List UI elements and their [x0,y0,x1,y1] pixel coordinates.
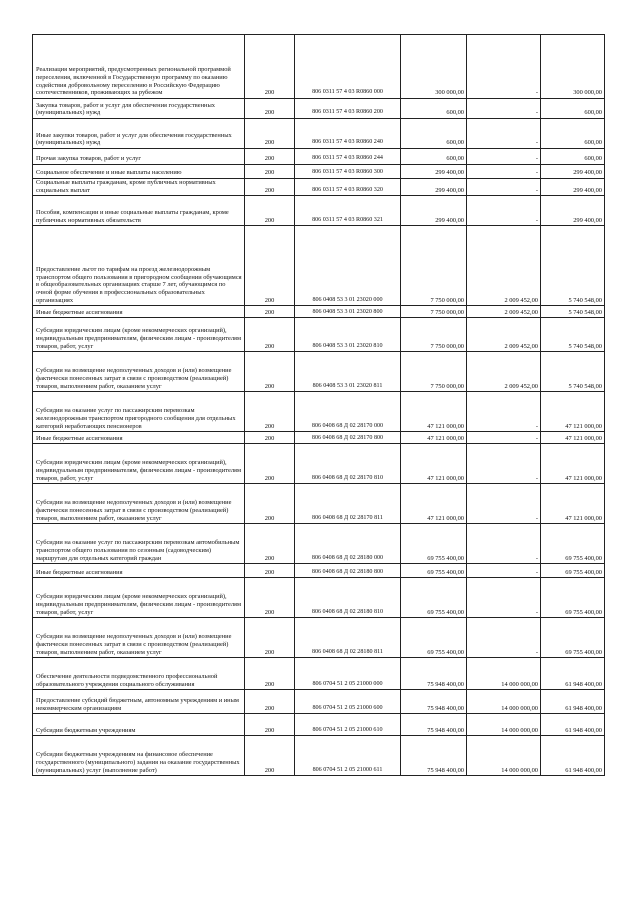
table-row [33,392,605,432]
table-row [33,736,605,776]
row-remaining-amount: 61 948 400,00 [541,736,605,776]
row-budget-code: 806 0408 68 Д 02 28180 811 [295,618,401,658]
row-approved-amount: 69 755 400,00 [401,618,467,658]
row-budget-code: 806 0408 68 Д 02 28170 800 [295,432,401,444]
row-line-code: 200 [245,484,295,524]
row-approved-amount: 75 948 400,00 [401,658,467,690]
table-row [33,165,605,179]
row-approved-amount: 75 948 400,00 [401,736,467,776]
budget-table-body [33,35,605,776]
table-row [33,35,605,99]
budget-execution-page [32,34,604,776]
row-remaining-amount: 600,00 [541,119,605,149]
row-remaining-amount: 47 121 000,00 [541,392,605,432]
row-budget-code: 806 0311 57 4 03 R0860 240 [295,119,401,149]
row-approved-amount: 75 948 400,00 [401,690,467,714]
row-name: Социальное обеспечение и иные выплаты населению [33,165,245,179]
row-name: Субсидии на возмещение недополученных доходов и (или) возмещение фактически понесенных затрат в связи с производством (реализацией) товаров, выполнением работ, оказанием услуг [33,484,245,524]
row-name: Иные бюджетные ассигнования [33,432,245,444]
row-approved-amount: 75 948 400,00 [401,714,467,736]
row-approved-amount: 69 755 400,00 [401,524,467,564]
row-name: Субсидии на оказание услуг по пассажирским перевозкам железнодорожным транспортом пригородного сообщения для отдельных категорий неработающих пенсионеров [33,392,245,432]
row-executed-amount: - [467,564,541,578]
table-row [33,179,605,196]
row-name: Иные бюджетные ассигнования [33,564,245,578]
table-row [33,484,605,524]
row-line-code: 200 [245,444,295,484]
row-approved-amount: 300 000,00 [401,35,467,99]
row-line-code: 200 [245,352,295,392]
row-name: Субсидии юридическим лицам (кроме некоммерческих организаций), индивидуальным предпринимателям, физическим лицам - производителям товаров, работ, услуг [33,444,245,484]
row-remaining-amount: 61 948 400,00 [541,714,605,736]
row-budget-code: 806 0704 51 2 05 21000 600 [295,690,401,714]
table-row [33,432,605,444]
row-remaining-amount: 300 000,00 [541,35,605,99]
row-name: Иные бюджетные ассигнования [33,306,245,318]
row-executed-amount: - [467,484,541,524]
row-line-code: 200 [245,196,295,226]
row-budget-code: 806 0704 51 2 05 21000 610 [295,714,401,736]
row-line-code: 200 [245,736,295,776]
row-budget-code: 806 0704 51 2 05 21000 611 [295,736,401,776]
row-remaining-amount: 299 400,00 [541,196,605,226]
row-budget-code: 806 0408 53 3 01 23020 800 [295,306,401,318]
row-remaining-amount: 47 121 000,00 [541,444,605,484]
row-line-code: 200 [245,690,295,714]
row-name: Субсидии юридическим лицам (кроме некоммерческих организаций), индивидуальным предпринимателям, физическим лицам - производителям товаров, работ, услуг [33,578,245,618]
row-approved-amount: 69 755 400,00 [401,564,467,578]
row-name: Реализация мероприятий, предусмотренных региональной программой переселения, включенной в Государственную программу по оказанию содействия добровольному переселению в Российскую Федерацию соотечественников, проживающих за рубежом [33,35,245,99]
row-remaining-amount: 69 755 400,00 [541,564,605,578]
row-approved-amount: 7 750 000,00 [401,352,467,392]
row-line-code: 200 [245,524,295,564]
row-remaining-amount: 69 755 400,00 [541,618,605,658]
row-approved-amount: 7 750 000,00 [401,318,467,352]
row-name: Субсидии на оказание услуг по пассажирским перевозкам автомобильным транспортом общего пользования по сезонным (садоводческим) маршрутам для отдельных категорий граждан [33,524,245,564]
row-approved-amount: 47 121 000,00 [401,432,467,444]
row-remaining-amount: 47 121 000,00 [541,432,605,444]
row-line-code: 200 [245,564,295,578]
row-line-code: 200 [245,714,295,736]
row-executed-amount: 2 009 452,00 [467,226,541,306]
row-name: Прочая закупка товаров, работ и услуг [33,149,245,165]
row-budget-code: 806 0408 68 Д 02 28180 000 [295,524,401,564]
table-row [33,149,605,165]
row-executed-amount: - [467,165,541,179]
row-executed-amount: - [467,99,541,119]
row-executed-amount: - [467,119,541,149]
row-approved-amount: 47 121 000,00 [401,392,467,432]
row-approved-amount: 47 121 000,00 [401,484,467,524]
row-remaining-amount: 61 948 400,00 [541,690,605,714]
row-approved-amount: 299 400,00 [401,179,467,196]
table-row [33,196,605,226]
table-row [33,658,605,690]
row-line-code: 200 [245,149,295,165]
table-row [33,690,605,714]
row-line-code: 200 [245,226,295,306]
row-budget-code: 806 0311 57 4 03 R0860 244 [295,149,401,165]
table-row [33,578,605,618]
row-remaining-amount: 69 755 400,00 [541,578,605,618]
row-budget-code: 806 0408 68 Д 02 28170 811 [295,484,401,524]
row-line-code: 200 [245,578,295,618]
row-budget-code: 806 0311 57 4 03 R0860 300 [295,165,401,179]
row-line-code: 200 [245,179,295,196]
row-name: Закупка товаров, работ и услуг для обеспечения государственных (муниципальных) нужд [33,99,245,119]
row-executed-amount: - [467,196,541,226]
row-executed-amount: - [467,432,541,444]
table-row [33,352,605,392]
row-executed-amount: - [467,444,541,484]
row-line-code: 200 [245,306,295,318]
row-name: Субсидии на возмещение недополученных доходов и (или) возмещение фактически понесенных затрат в связи с производством (реализацией) товаров, выполнением работ, оказанием услуг [33,618,245,658]
table-row [33,306,605,318]
row-name: Предоставление субсидий бюджетным, автономным учреждениям и иным некоммерческим организациям [33,690,245,714]
row-executed-amount: 14 000 000,00 [467,714,541,736]
row-remaining-amount: 69 755 400,00 [541,524,605,564]
table-row [33,226,605,306]
row-line-code: 200 [245,165,295,179]
table-row [33,714,605,736]
row-budget-code: 806 0311 57 4 03 R0860 321 [295,196,401,226]
row-remaining-amount: 600,00 [541,149,605,165]
row-name: Субсидии на возмещение недополученных доходов и (или) возмещение фактически понесенных затрат в связи с производством (реализацией) товаров, выполнением работ, оказанием услуг [33,352,245,392]
row-name: Предоставление льгот по тарифам на проезд железнодорожным транспортом общего пользования в пригородном сообщении обучающимся в общеобразовательных организациях старше 7 лет, обучающимся по очной форме обучения в профессиональных образовательных организациях [33,226,245,306]
row-remaining-amount: 5 740 548,00 [541,306,605,318]
row-remaining-amount: 61 948 400,00 [541,658,605,690]
row-remaining-amount: 299 400,00 [541,165,605,179]
row-budget-code: 806 0408 53 3 01 23020 000 [295,226,401,306]
row-remaining-amount: 5 740 548,00 [541,318,605,352]
row-approved-amount: 47 121 000,00 [401,444,467,484]
row-approved-amount: 600,00 [401,99,467,119]
row-budget-code: 806 0408 53 3 01 23020 811 [295,352,401,392]
row-executed-amount: - [467,179,541,196]
row-budget-code: 806 0408 68 Д 02 28180 800 [295,564,401,578]
row-approved-amount: 600,00 [401,149,467,165]
row-approved-amount: 299 400,00 [401,196,467,226]
row-name: Субсидии бюджетным учреждениям на финансовое обеспечение государственного (муниципального) задания на оказание государственных (муниципальных) услуг (выполнение работ) [33,736,245,776]
row-approved-amount: 600,00 [401,119,467,149]
row-name: Субсидии юридическим лицам (кроме некоммерческих организаций), индивидуальным предпринимателям, физическим лицам - производителям товаров, работ, услуг [33,318,245,352]
row-budget-code: 806 0408 68 Д 02 28170 810 [295,444,401,484]
row-executed-amount: 14 000 000,00 [467,736,541,776]
row-line-code: 200 [245,35,295,99]
row-line-code: 200 [245,618,295,658]
table-row [33,99,605,119]
row-remaining-amount: 299 400,00 [541,179,605,196]
row-executed-amount: - [467,149,541,165]
row-executed-amount: - [467,35,541,99]
row-executed-amount: - [467,578,541,618]
row-executed-amount: 14 000 000,00 [467,658,541,690]
row-approved-amount: 7 750 000,00 [401,306,467,318]
row-name: Субсидии бюджетным учреждениям [33,714,245,736]
row-line-code: 200 [245,392,295,432]
row-line-code: 200 [245,432,295,444]
table-row [33,119,605,149]
row-budget-code: 806 0704 51 2 05 21000 000 [295,658,401,690]
row-budget-code: 806 0408 68 Д 02 28180 810 [295,578,401,618]
row-remaining-amount: 600,00 [541,99,605,119]
table-row [33,444,605,484]
row-line-code: 200 [245,99,295,119]
row-executed-amount: 2 009 452,00 [467,306,541,318]
table-row [33,318,605,352]
row-approved-amount: 69 755 400,00 [401,578,467,618]
row-remaining-amount: 5 740 548,00 [541,352,605,392]
table-row [33,618,605,658]
row-executed-amount: 2 009 452,00 [467,318,541,352]
row-name: Иные закупки товаров, работ и услуг для обеспечения государственных (муниципальных) нужд [33,119,245,149]
row-executed-amount: - [467,524,541,564]
row-executed-amount: 14 000 000,00 [467,690,541,714]
row-line-code: 200 [245,658,295,690]
row-remaining-amount: 47 121 000,00 [541,484,605,524]
row-executed-amount: 2 009 452,00 [467,352,541,392]
row-name: Пособия, компенсации и иные социальные выплаты гражданам, кроме публичных нормативных обязательств [33,196,245,226]
row-budget-code: 806 0408 68 Д 02 28170 000 [295,392,401,432]
row-line-code: 200 [245,318,295,352]
row-executed-amount: - [467,392,541,432]
row-line-code: 200 [245,119,295,149]
row-budget-code: 806 0311 57 4 03 R0860 200 [295,99,401,119]
row-executed-amount: - [467,618,541,658]
table-row [33,564,605,578]
budget-table [32,34,605,776]
row-approved-amount: 299 400,00 [401,165,467,179]
row-name: Социальные выплаты гражданам, кроме публичных нормативных социальных выплат [33,179,245,196]
row-budget-code: 806 0311 57 4 03 R0860 320 [295,179,401,196]
table-row [33,524,605,564]
row-approved-amount: 7 750 000,00 [401,226,467,306]
row-remaining-amount: 5 740 548,00 [541,226,605,306]
row-budget-code: 806 0311 57 4 03 R0860 000 [295,35,401,99]
row-name: Обеспечение деятельности подведомственного профессиональной образовательного учреждения социального обслуживания [33,658,245,690]
row-budget-code: 806 0408 53 3 01 23020 810 [295,318,401,352]
